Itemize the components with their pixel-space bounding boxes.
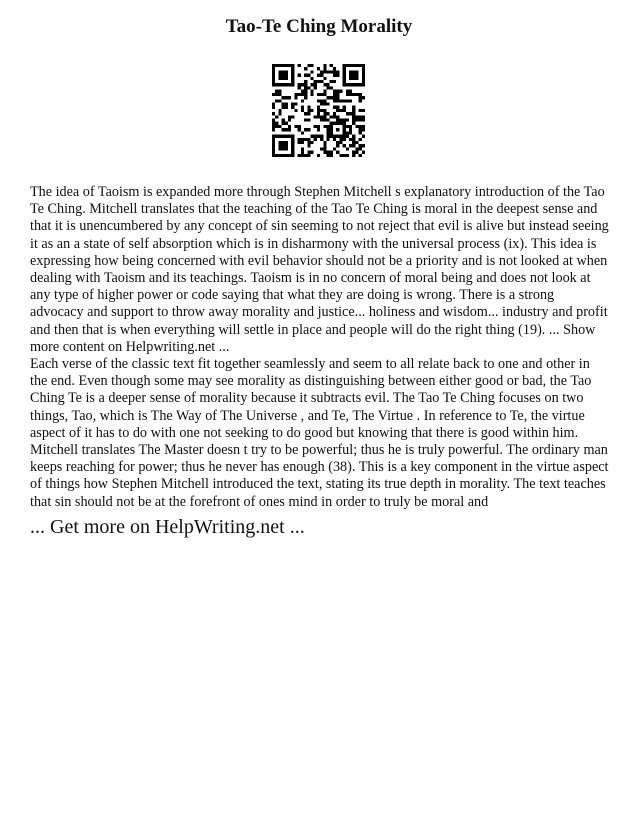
qr-code[interactable] [272, 64, 365, 157]
article-body [30, 184, 610, 511]
page-title: Tao-Te Ching Morality [225, 16, 413, 37]
paragraph-1: The idea of Taoism is expanded more through Stephen Mitchell s explanatory introduction of the Tao Te Ching. Mitchell translates that the teaching of the Tao Te Ching is moral in the deepest sense and that it is unencumbered by any concept of sin seeming to not reject that evil is alive but instead seeing it as an a state of self absorption which is in disharmony with the universal process (ix). This idea is expressing how being concerned with evil behavior should not be a priority and is not looked at when dealing with Taoism and its teachings. Taoism is in no concern of moral being and does not look at any type of higher power or code saying that what they are doing is wrong. There is a strong advocacy and support to throw away morality and justice... holiness and wisdom... industry and profit and then that is when everything will settle in place and people will do the right thing (19). ... Show more content on Helpwriting.net ... [30, 184, 609, 355]
paragraph-2: Each verse of the classic text fit together seamlessly and seem to all relate back to one and other in the end. Even though some may see morality as distinguishing between either good or bad, the Tao Ching Te is a deeper sense of morality because it subtracts evil. The Tao Te Ching focuses on two things, Tao, which is The Way of The Universe , and Te, The Virtue . In reference to Te, the virtue aspect of it has to do with one not seeking to do good but knowing that there is good within him. Mitchell translates The Master doesn t try to be powerful; thus he is truly powerful. The ordinary man keeps reaching for power; thus he never has enough (38). This is a key component in the virtue aspect of things how Stephen Mitchell introduced the text, stating its true depth in morality. The text teaches that sin should not be at the forefront of ones mind in order to truly be moral and [30, 356, 609, 510]
qr-code-graphic [272, 64, 365, 157]
get-more-link[interactable]: ... Get more on HelpWriting.net ... [30, 516, 305, 538]
